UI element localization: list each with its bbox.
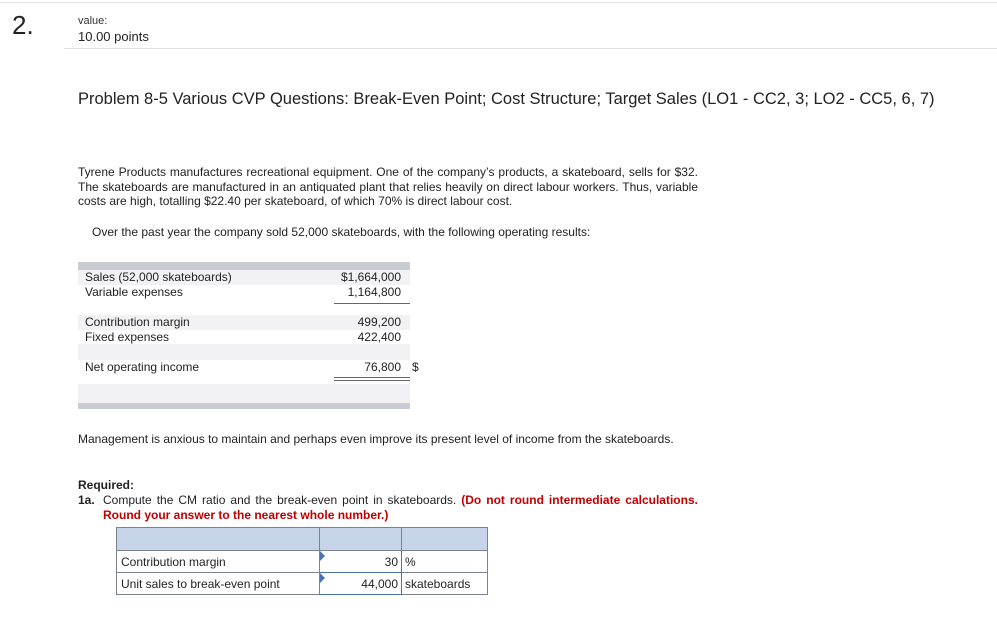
points-value: 10.00 points [78, 29, 149, 44]
statement-row-cm [78, 315, 410, 330]
contribution-margin-amount: 499,200 [357, 315, 401, 329]
cm-ratio-value: 30 [384, 554, 398, 569]
requirement-instruction: (Do not round intermediate calculations. Round your answer to the nearest whole number.) [103, 493, 698, 522]
statement-bottom-bar [78, 403, 410, 409]
cm-ratio-input[interactable] [320, 551, 402, 573]
required-heading: Required: [78, 478, 135, 492]
row-unit: % [402, 551, 488, 573]
variable-expenses-label: Variable expenses [85, 285, 183, 299]
break-even-units-input[interactable] [320, 573, 402, 595]
flag-marker-icon [320, 573, 325, 583]
fixed-expenses-amount: 422,400 [357, 330, 401, 344]
statement-spacer [78, 344, 410, 360]
top-border [0, 2, 997, 3]
double-underline-bottom [334, 380, 410, 381]
header-divider [64, 48, 997, 49]
dollar-sign: $ [412, 360, 419, 374]
statement-row-variable [78, 285, 410, 300]
row-label: Unit sales to break-even point [117, 573, 320, 595]
statement-intro: Over the past year the company sold 52,000 skateboards, with the following operating results: [92, 225, 591, 239]
answer-row-cm-ratio [117, 551, 488, 573]
requirement-question: Compute the CM ratio and the break-even point in skateboards. [103, 493, 457, 507]
fixed-expenses-label: Fixed expenses [85, 330, 170, 344]
question-number: 2. [12, 10, 34, 40]
problem-description: Tyrene Products manufactures recreational equipment. One of the company’s products, a skateboard, sells for $32. The skateboards are manufactured in an antiquated plant that relies heavily on direct labour workers. Thus, variable costs are high, totalling $22.40 per skateboard, of which 70% is direct labour cost. [78, 165, 698, 208]
management-paragraph: Management is anxious to maintain and perhaps even improve its present level of income from the skateboards. [78, 432, 674, 446]
requirement-text [103, 493, 698, 523]
answer-table-header [117, 528, 488, 551]
flag-marker-icon [320, 551, 325, 561]
net-operating-income-amount: 76,800 [364, 360, 401, 374]
answer-row-break-even [117, 573, 488, 595]
header-cell [402, 528, 488, 551]
underline [334, 303, 410, 304]
statement-row-fixed [78, 330, 410, 345]
problem-title: Problem 8-5 Various CVP Questions: Break-Even Point; Cost Structure; Target Sales (LO1 - CC2, 3; LO2 - CC5, 6, 7) [78, 90, 935, 108]
double-underline-top [334, 377, 410, 378]
value-label: value: [78, 15, 108, 27]
header-cell [117, 528, 320, 551]
statement-row-sales [78, 270, 410, 285]
break-even-units-value: 44,000 [361, 576, 398, 591]
sales-label: Sales (52,000 skateboards) [85, 270, 232, 284]
variable-expenses-amount: 1,164,800 [347, 285, 401, 299]
sales-amount: $1,664,000 [340, 270, 401, 284]
contribution-margin-label: Contribution margin [85, 315, 190, 329]
answer-table [116, 527, 488, 595]
statement-row-noi [78, 360, 419, 375]
row-unit: skateboards [402, 573, 488, 595]
header-cell [320, 528, 402, 551]
row-label: Contribution margin [117, 551, 320, 573]
requirement-number: 1a. [78, 493, 95, 507]
statement-top-bar [78, 262, 410, 270]
statement-spacer [78, 384, 410, 403]
net-operating-income-label: Net operating income [85, 360, 200, 374]
